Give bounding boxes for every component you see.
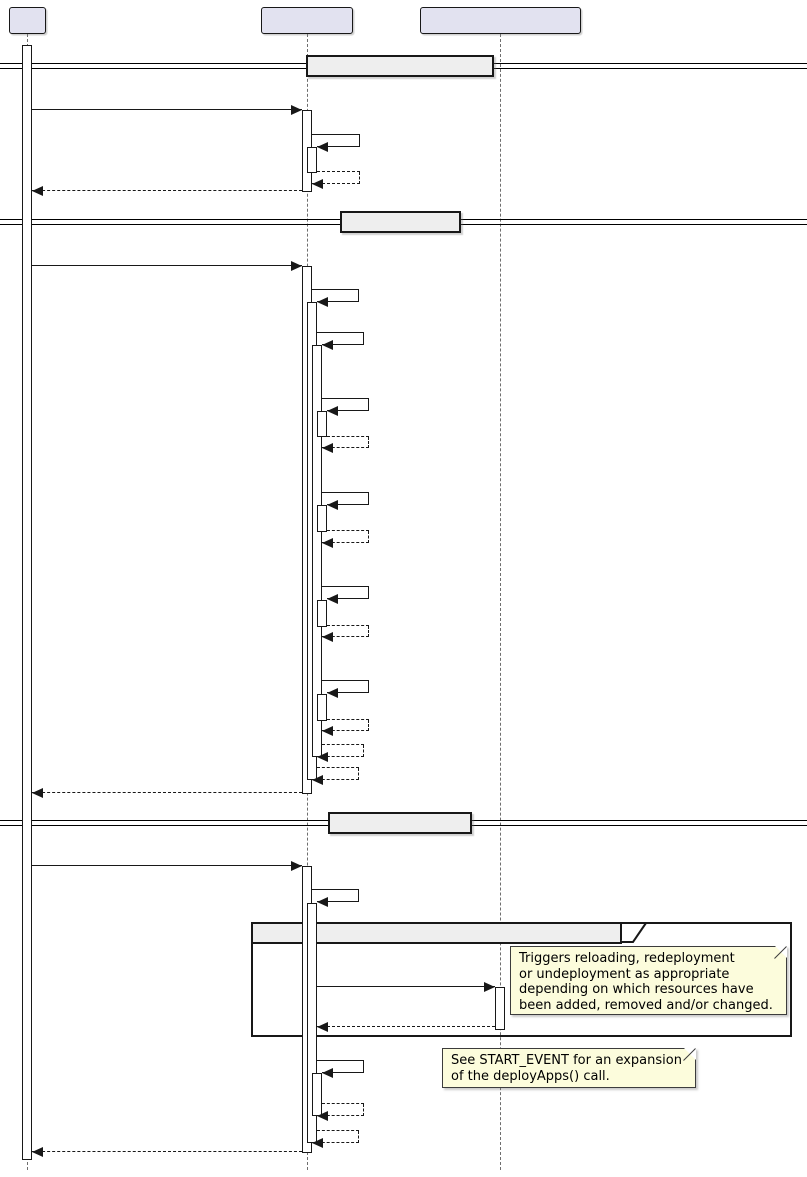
arrowhead-icon <box>32 1147 43 1157</box>
participant-hostconfig <box>261 7 353 34</box>
activation-bar-deployedapplication <box>495 987 505 1030</box>
self-return-line <box>327 436 369 437</box>
activation-bar-hostconfig <box>317 600 327 627</box>
arrowhead-icon <box>327 406 338 416</box>
self-return-line <box>317 767 359 768</box>
message-line <box>32 865 302 866</box>
arrowhead-icon <box>484 982 495 992</box>
arrowhead-icon <box>327 594 338 604</box>
return-line <box>32 1151 302 1152</box>
note-text-line: of the deployApps() call. <box>451 1068 610 1084</box>
arrowhead-icon <box>317 142 328 152</box>
note-text-line: been added, removed and/or changed. <box>519 997 773 1013</box>
arrowhead-icon <box>317 1022 328 1032</box>
self-call-line <box>322 492 369 493</box>
arrowhead-icon <box>312 775 323 785</box>
arrowhead-icon <box>322 1068 333 1078</box>
return-line <box>32 792 302 793</box>
note-text-line: Triggers reloading, redeployment <box>519 951 735 966</box>
return-line <box>32 190 302 191</box>
participant-deployedapplication <box>420 7 581 34</box>
activation-bar-hostconfig <box>317 694 327 721</box>
self-call-line <box>322 398 369 399</box>
message-line <box>32 109 302 110</box>
note <box>442 1048 696 1088</box>
self-call-line <box>312 289 359 290</box>
note-text-line: See START_EVENT for an expansion <box>451 1053 682 1068</box>
note-text-line: or undeployment as appropriate <box>519 966 730 982</box>
self-call-line <box>312 134 360 135</box>
arrowhead-icon <box>291 861 302 871</box>
arrowhead-icon <box>317 897 328 907</box>
participant-host <box>9 7 46 34</box>
divider-periodic_event <box>328 812 472 834</box>
arrowhead-icon <box>327 500 338 510</box>
arrowhead-icon <box>32 788 43 798</box>
arrowhead-icon <box>322 340 333 350</box>
arrowhead-icon <box>291 105 302 115</box>
activation-bar-hostconfig <box>317 505 327 532</box>
arrowhead-icon <box>32 186 43 196</box>
activation-bar-host <box>22 45 32 1160</box>
divider-start_event <box>340 211 461 233</box>
arrowhead-icon <box>317 297 328 307</box>
activation-bar-hostconfig <box>317 411 327 437</box>
activation-bar-hostconfig <box>307 147 317 173</box>
arrowhead-icon <box>312 1138 323 1148</box>
self-return-line <box>327 530 369 531</box>
divider-before_start_event <box>306 55 494 77</box>
self-call-line <box>312 889 359 890</box>
self-return-line <box>327 625 369 626</box>
note-text-line: depending on which resources have <box>519 982 754 997</box>
self-return-line <box>317 171 360 172</box>
self-return-line <box>322 744 364 745</box>
arrowhead-icon <box>322 726 333 736</box>
arrowhead-icon <box>317 752 328 762</box>
return-line <box>317 1026 495 1027</box>
activation-bar-hostconfig <box>312 1073 322 1116</box>
arrowhead-icon <box>322 632 333 642</box>
self-return-line <box>327 719 369 720</box>
arrowhead-icon <box>322 538 333 548</box>
message-line <box>317 986 495 987</box>
message-line <box>32 265 302 266</box>
arrowhead-icon <box>327 688 338 698</box>
arrowhead-icon <box>291 261 302 271</box>
self-call-line <box>322 680 369 681</box>
self-call-line <box>317 1060 364 1061</box>
self-call-line <box>322 586 369 587</box>
self-return-line <box>317 1130 359 1131</box>
self-call-line <box>317 332 364 333</box>
note <box>510 946 787 1015</box>
arrowhead-icon <box>317 1111 328 1121</box>
arrowhead-icon <box>312 179 323 189</box>
group-frame-notch <box>620 922 650 944</box>
arrowhead-icon <box>322 443 333 453</box>
self-return-line <box>322 1103 364 1104</box>
